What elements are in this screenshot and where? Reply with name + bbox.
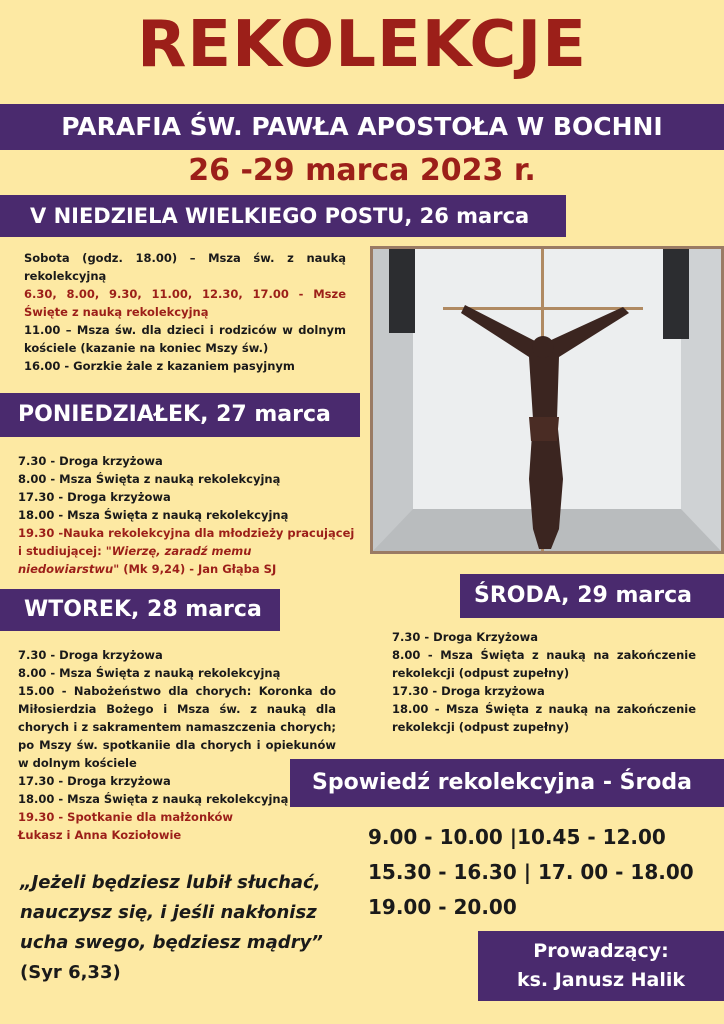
schedule-item: 7.30 - Droga krzyżowa <box>18 648 163 662</box>
schedule-item: 18.00 - Msza Święta z nauką rekolekcyjną <box>18 508 289 522</box>
quote-reference: (Syr 6,33) <box>20 962 121 983</box>
monday-schedule <box>18 452 356 578</box>
tuesday-heading: WTOREK, 28 marca <box>0 589 280 631</box>
confession-time-row: 15.30 - 16.30 | 17. 00 - 18.00 <box>368 860 694 884</box>
confession-time-row: 9.00 - 10.00 |10.45 - 12.00 <box>368 825 666 849</box>
schedule-item: 18.00 - Msza Święta z nauką rekolekcyjną <box>18 792 289 806</box>
confession-heading: Spowiedź rekolekcyjna - Środa <box>290 759 724 807</box>
youth-session <box>18 524 356 578</box>
scripture-quote <box>20 868 340 988</box>
wednesday-schedule <box>392 628 696 736</box>
schedule-item: 17.30 - Droga krzyżowa <box>18 490 171 504</box>
monday-heading: PONIEDZIAŁEK, 27 marca <box>0 393 360 437</box>
confession-time-row: 19.00 - 20.00 <box>368 895 517 919</box>
schedule-item: 11.00 – Msza św. dla dzieci i rodziców w dolnym kościele (kazanie na koniec Mszy św.) <box>24 323 346 355</box>
youth-session-label: 19.30 -Nauka rekolekcyjna dla młodzieży pracującej i studiującej: <box>18 526 355 558</box>
schedule-item: 16.00 - Gorzkie żale z kazaniem pasyjnym <box>24 359 295 373</box>
schedule-item: 7.30 - Droga Krzyżowa <box>392 630 539 644</box>
youth-session-theme: "Wierzę, zaradź memu niedowiarstwu" <box>18 544 252 576</box>
schedule-item: 6.30, 8.00, 9.30, 11.00, 12.30, 17.00 - Msze Święte z nauką rekolekcyjną <box>24 287 346 319</box>
sunday-schedule <box>24 249 346 375</box>
schedule-item: 8.00 - Msza Święta z nauką rekolekcyjną <box>18 666 281 680</box>
schedule-item: 15.00 - Nabożeństwo dla chorych: Koronka do Miłosierdzia Bożego i Msza św. z nauką dla chorych i z sakramentem namaszczenia chorych; po Mszy św. spotkaniie dla chorych i opiekunów w dolnym kościele <box>18 684 336 770</box>
schedule-item: 8.00 - Msza Święta z nauką na zakończenie rekolekcji (odpust zupełny) <box>392 648 696 680</box>
schedule-item: 7.30 - Droga krzyżowa <box>18 454 163 468</box>
sunday-heading: V NIEDZIELA WIELKIEGO POSTU, 26 marca <box>0 195 566 237</box>
wednesday-heading: ŚRODA, 29 marca <box>460 574 724 618</box>
schedule-item: 8.00 - Msza Święta z nauką rekolekcyjną <box>18 472 281 486</box>
schedule-item: 19.30 - Spotkanie dla małżonków <box>18 810 234 824</box>
confession-times <box>368 820 724 925</box>
schedule-item: Łukasz i Anna Koziołowie <box>18 828 182 842</box>
leader-box <box>478 931 724 1001</box>
tuesday-schedule <box>18 646 336 844</box>
crucifix-photo <box>370 246 724 554</box>
schedule-item: 18.00 - Msza Święta z nauką na zakończenie rekolekcji (odpust zupełny) <box>392 702 696 734</box>
crucifix-image <box>373 249 721 551</box>
leader-name: ks. Janusz Halik <box>516 969 686 991</box>
schedule-item: 17.30 - Droga krzyżowa <box>18 774 171 788</box>
schedule-item: Sobota (godz. 18.00) – Msza św. z nauką rekolekcyjną <box>24 251 346 283</box>
quote-text: „Jeżeli będziesz lubił słuchać, nauczysz się, i jeśli nakłonisz ucha swego, będziesz mądry” <box>20 872 323 953</box>
parish-banner: PARAFIA ŚW. PAWŁA APOSTOŁA W BOCHNI <box>0 104 724 150</box>
youth-session-speaker: (Mk 9,24) - Jan Głąba SJ <box>119 562 277 576</box>
schedule-item: 17.30 - Droga krzyżowa <box>392 684 545 698</box>
leader-label: Prowadzący: <box>533 940 669 962</box>
poster-title: REKOLEKCJE <box>137 8 587 82</box>
event-dates: 26 -29 marca 2023 r. <box>188 153 536 188</box>
